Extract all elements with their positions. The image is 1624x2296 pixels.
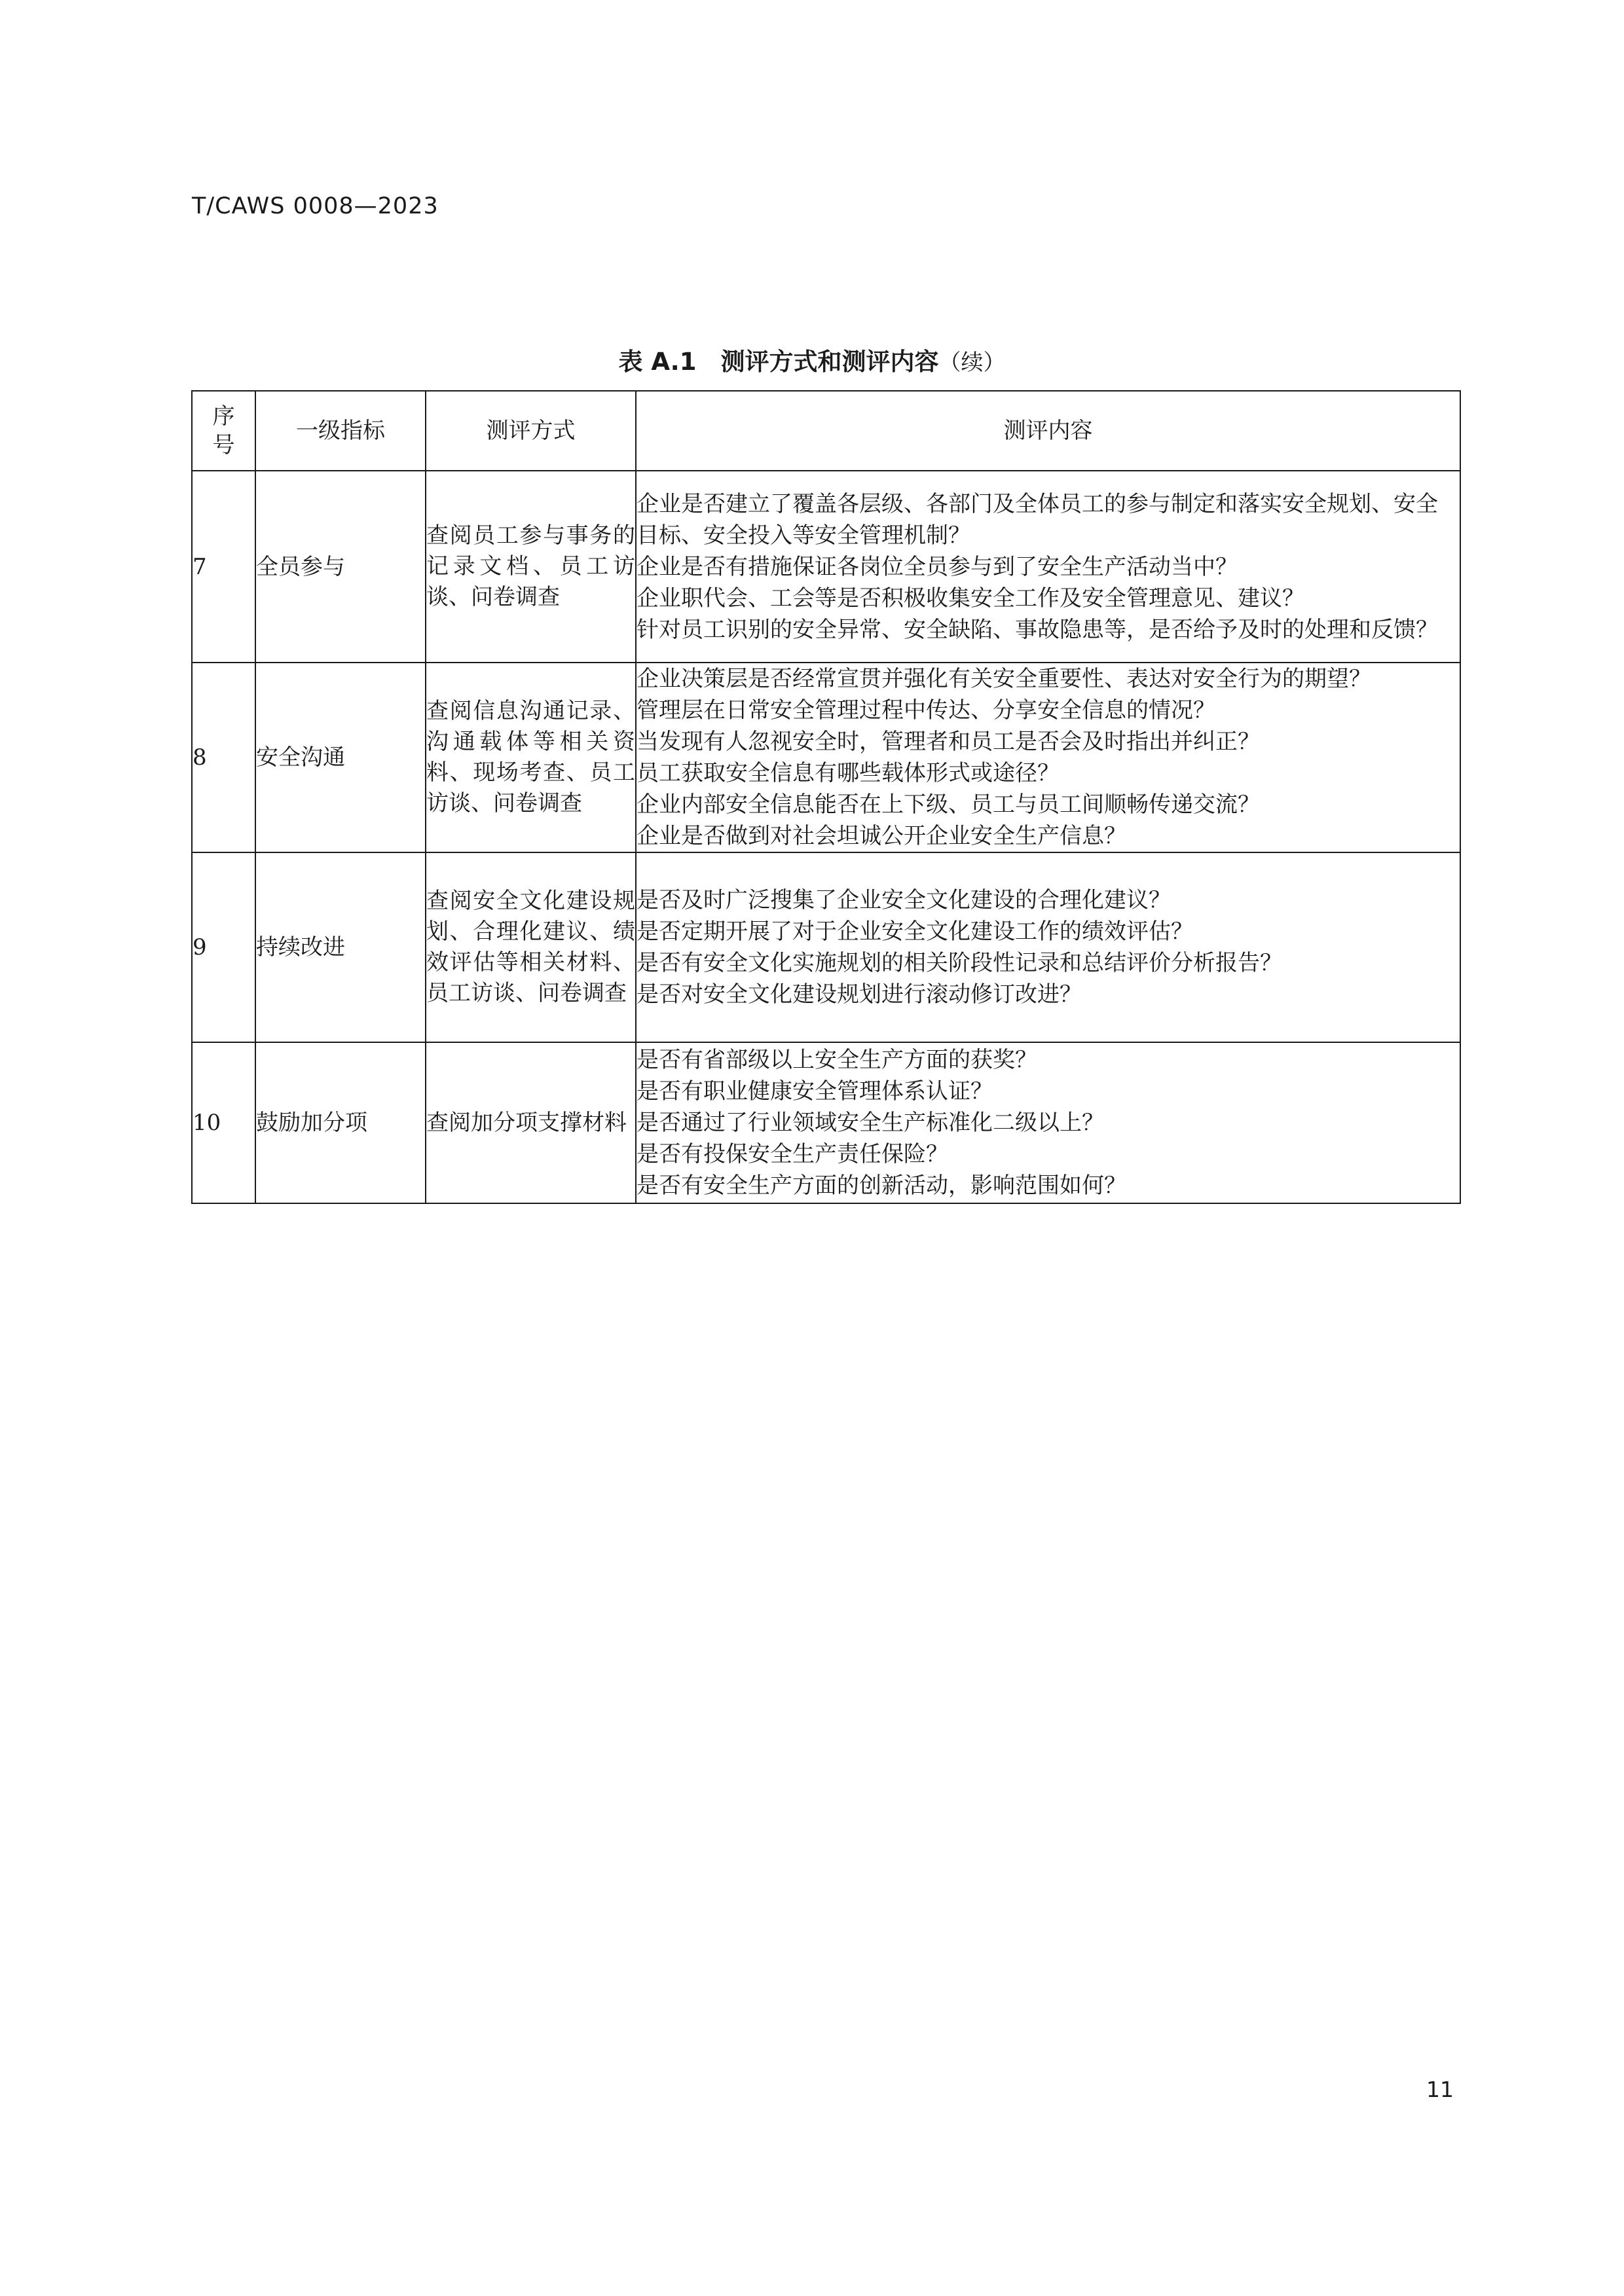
table-row [192,1042,1460,1203]
table-caption-main: 表 A.1 测评方式和测评内容 [618,348,939,376]
content-line: 企业职代会、工会等是否积极收集安全工作及安全管理意见、建议？ [637,585,1304,611]
table-row [192,852,1460,1042]
content-line: 企业决策层是否经常宣贯并强化有关安全重要性、表达对安全行为的期望？ [637,666,1371,692]
table-caption-continued: （续） [938,350,1006,376]
row-method: 查阅安全文化建设规划、合理化建议、绩效评估等相关材料、员工访谈、问卷调查 [426,852,636,1042]
row-seq: 9 [192,852,255,1042]
content-line: 当发现有人忽视安全时，管理者和员工是否会及时指出并纠正？ [637,729,1260,755]
row-content [636,663,1460,852]
content-line: 是否定期开展了对于企业安全文化建设工作的绩效评估？ [637,919,1193,945]
content-line: 是否及时广泛搜集了企业安全文化建设的合理化建议？ [637,887,1171,913]
content-line: 管理层在日常安全管理过程中传达、分享安全信息的情况？ [637,697,1215,723]
content-line: 企业是否建立了覆盖各层级、各部门及全体员工的参与制定和落实安全规划、安全目标、安全投入等安全管理机制？ [637,490,1438,549]
content-line: 是否有投保安全生产责任保险？ [637,1141,948,1167]
row-seq: 8 [192,663,255,852]
row-indicator: 持续改进 [255,852,426,1042]
table-caption [0,342,1624,377]
standard-code: T/CAWS 0008—2023 [192,193,439,219]
content-line: 是否有安全文化实施规划的相关阶段性记录和总结评价分析报告？ [637,950,1282,976]
table-row [192,663,1460,852]
row-indicator: 安全沟通 [255,663,426,852]
page-number: 11 [1426,2077,1454,2102]
content-line: 企业内部安全信息能否在上下级、员工与员工间顺畅传递交流？ [637,792,1260,818]
evaluation-table [191,390,1461,1204]
content-line: 是否有职业健康安全管理体系认证？ [637,1078,993,1104]
row-content [636,471,1460,663]
row-method: 查阅信息沟通记录、沟通载体等相关资料、现场考查、员工访谈、问卷调查 [426,663,636,852]
content-line: 企业是否做到对社会坦诚公开企业安全生产信息？ [637,823,1126,849]
row-indicator: 全员参与 [255,471,426,663]
row-method: 查阅加分项支撑材料 [426,1042,636,1203]
content-line: 员工获取安全信息有哪些载体形式或途径？ [637,760,1060,786]
table-row [192,471,1460,663]
row-seq: 10 [192,1042,255,1203]
content-line: 针对员工识别的安全异常、安全缺陷、事故隐患等，是否给予及时的处理和反馈？ [637,616,1438,643]
content-line: 是否对安全文化建设规划进行滚动修订改进？ [637,981,1082,1008]
row-indicator: 鼓励加分项 [255,1042,426,1203]
row-seq: 7 [192,471,255,663]
row-content [636,852,1460,1042]
content-line: 是否有省部级以上安全生产方面的获奖？ [637,1047,1037,1073]
content-line: 是否通过了行业领域安全生产标准化二级以上？ [637,1110,1104,1136]
header-indicator: 一级指标 [255,391,426,471]
header-seq-label: 序 号 [212,403,235,458]
row-method: 查阅员工参与事务的记录文档、员工访谈、问卷调查 [426,471,636,663]
row-content [636,1042,1460,1203]
header-content: 测评内容 [636,391,1460,471]
content-line: 是否有安全生产方面的创新活动，影响范围如何？ [637,1173,1126,1199]
table-header-row [192,391,1460,471]
header-seq [192,391,255,471]
header-method: 测评方式 [426,391,636,471]
content-line: 企业是否有措施保证各岗位全员参与到了安全生产活动当中？ [637,553,1238,580]
